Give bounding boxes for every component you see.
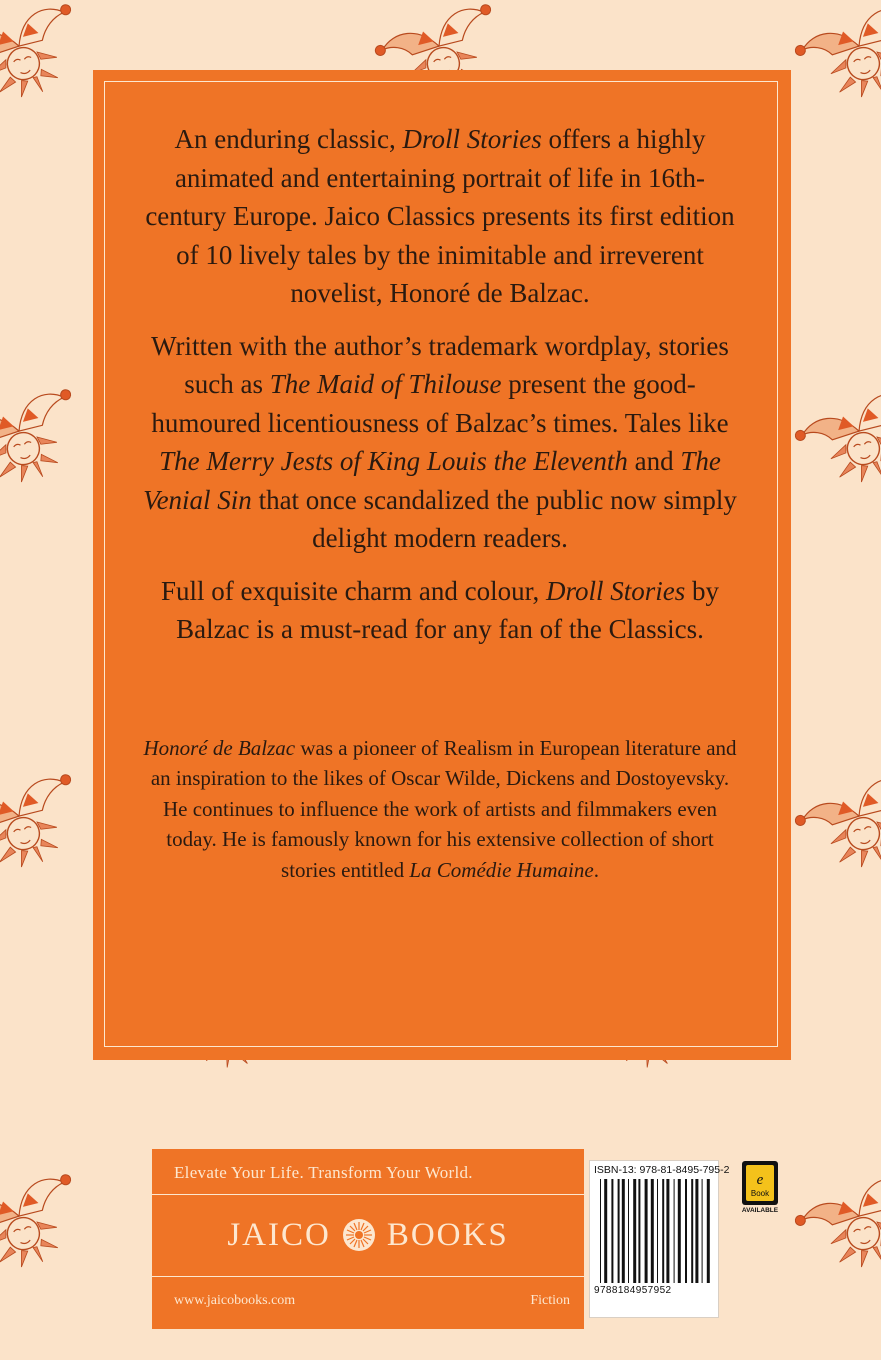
panel-content [140, 120, 740, 885]
isbn-label: ISBN-13: 978-81-8495-795-2 [594, 1164, 730, 1176]
jester-mask-icon [0, 389, 88, 495]
genre-label: Fiction [530, 1293, 570, 1308]
barcode-bar [691, 1179, 693, 1283]
barcode-bar [600, 1179, 601, 1283]
barcode-icon [598, 1179, 712, 1283]
book-blurb [140, 120, 740, 649]
barcode-bar [702, 1179, 703, 1283]
jester-mask-icon [0, 1174, 88, 1280]
blurb-paragraph-3: Full of exquisite charm and colour, Droll Stories by Balzac is a must-read for any fan of the Classics. [160, 575, 720, 644]
barcode-bar [657, 1179, 658, 1283]
barcode-bar [622, 1179, 625, 1283]
barcode-bar [674, 1179, 675, 1283]
publisher-logo [152, 1201, 584, 1269]
barcode-bar [678, 1179, 681, 1283]
ebook-caption: AVAILABLE [741, 1207, 779, 1214]
sun-emblem-icon [341, 1217, 377, 1253]
barcode-bar [618, 1179, 620, 1283]
barcode-bar [707, 1179, 710, 1283]
work-title: La Comédie Humaine [409, 857, 594, 882]
story-title: The Venial Sin [143, 446, 721, 515]
barcode-bar [638, 1179, 640, 1283]
story-title: The Merry Jests of King Louis the Eleventh [159, 446, 628, 476]
jester-mask-icon [791, 774, 881, 880]
book-title: Droll Stories [546, 575, 686, 606]
barcode-bar [645, 1179, 648, 1283]
publisher-url: www.jaicobooks.com [174, 1293, 296, 1308]
blurb-paragraph-2: Written with the author’s trademark wordplay, stories such as The Maid of Thilouse present the good-humoured licentiousness of Balzac’s times. Tales like The Merry Jests of King Louis the Eleventh and The Venial Sin that once scandalized the public now simply delight modern readers. [143, 330, 737, 553]
ebook-icon [737, 1160, 783, 1206]
jester-mask-icon [791, 1174, 881, 1280]
author-name: Honoré de Balzac [143, 735, 296, 760]
ebook-badge [737, 1160, 783, 1222]
ebook-letter: e [756, 1172, 764, 1188]
barcode-bar [628, 1179, 629, 1283]
jester-mask-icon [791, 4, 881, 110]
barcode-bar [662, 1179, 664, 1283]
story-title: The Maid of Thilouse [269, 369, 502, 399]
jester-mask-icon [0, 4, 88, 110]
barcode-bar [666, 1179, 669, 1283]
ebook-word: Book [750, 1189, 770, 1198]
jester-mask-icon [0, 774, 88, 880]
barcode-bar [633, 1179, 636, 1283]
barcode-bar [695, 1179, 698, 1283]
author-bio: Honoré de Balzac was a pioneer of Realism in European literature and an inspiration to the likes of Oscar Wilde, Dickens and Dostoyevsky. He continues to influence the work of artists and filmmakers even today. He is famously known for his extensive collection of short stories entitled La Comédie Humaine. [143, 735, 737, 882]
barcode-bar [604, 1179, 607, 1283]
barcode-bar [611, 1179, 613, 1283]
brand-right: BOOKS [386, 1216, 509, 1253]
blurb-paragraph-1: An enduring classic, Droll Stories offers a highly animated and entertaining portrait of life in 16th-century Europe. Jaico Classics presents its first edition of 10 lively tales by the inimitable and irreverent novelist, Honoré de Balzac. [145, 124, 735, 308]
jester-mask-icon [791, 389, 881, 495]
isbn-barcode [589, 1160, 730, 1318]
divider [152, 1276, 584, 1277]
barcode-digits: 9788184957952 [594, 1285, 672, 1296]
barcode-bar [685, 1179, 687, 1283]
publisher-footer [152, 1149, 584, 1329]
divider [152, 1194, 584, 1195]
book-title: Droll Stories [402, 124, 542, 154]
brand-left: JAICO [227, 1216, 331, 1253]
publisher-tagline: Elevate Your Life. Transform Your World. [174, 1163, 473, 1182]
barcode-bar [651, 1179, 654, 1283]
